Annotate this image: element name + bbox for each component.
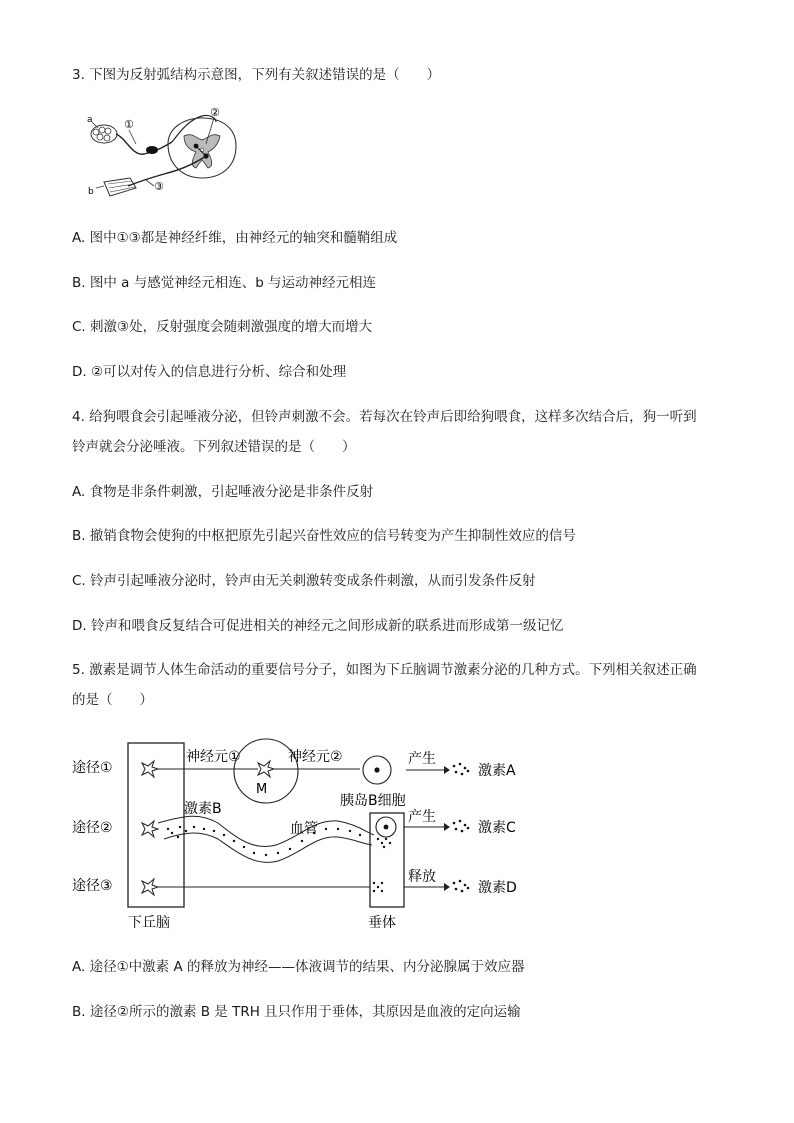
- q3-option-c: C. 刺激③处，反射强度会随刺激强度的增大而增大: [72, 319, 373, 335]
- m-label: M: [256, 782, 268, 797]
- path1-label: 途径①: [72, 760, 113, 776]
- q4-stem-line1: 4. 给狗喂食会引起唾液分泌，但铃声刺激不会。若每次在铃声后即给狗喂食，这样多次结合后，狗一听到: [72, 409, 697, 425]
- hypothalamus-box: [128, 743, 184, 907]
- label-b: b: [88, 187, 94, 197]
- q5-option-a: A. 途径①中激素 A 的释放为神经——体液调节的结果、内分泌腺属于效应器: [72, 959, 525, 975]
- vessel-label: 血管: [290, 821, 318, 837]
- ganglion: [146, 146, 158, 154]
- q5-stem-line2: 的是（ ）: [72, 692, 153, 708]
- path2-label: 途径②: [72, 820, 113, 836]
- effector-b: [96, 178, 136, 196]
- blood-vessel: [158, 816, 374, 846]
- hormone-d-label: 激素D: [478, 880, 517, 896]
- produce1-label: 产生: [408, 751, 436, 767]
- q5-option-b: B. 途径②所示的激素 B 是 TRH 且只作用于垂体，其原因是血液的定向运输: [72, 1004, 521, 1020]
- q5-stem-line1: 5. 激素是调节人体生命活动的重要信号分子，如图为下丘脑调节激素分泌的几种方式。下列相关叙述正确: [72, 662, 697, 678]
- release-label: 释放: [408, 869, 436, 885]
- hormone-b-label: 激素B: [184, 801, 222, 817]
- q3-option-b: B. 图中 a 与感觉神经元相连、b 与运动神经元相连: [72, 275, 377, 291]
- hypothalamus-label: 下丘脑: [128, 915, 170, 931]
- neuron2-label: 神经元②: [288, 749, 343, 765]
- neuron-body-3: [142, 879, 158, 895]
- hormone-a-label: 激素A: [478, 763, 516, 779]
- hormone-a-dots: [453, 763, 470, 776]
- label-1: ①: [124, 118, 134, 131]
- hormone-pathway-figure: [68, 735, 538, 935]
- label-a: a: [87, 115, 93, 125]
- hormone-c-dots: [453, 820, 470, 833]
- produce2-label: 产生: [408, 809, 436, 825]
- receptor-a: [91, 122, 117, 143]
- reflex-arc-figure: [84, 104, 254, 208]
- neuron-body-2: [142, 821, 158, 837]
- neuron1-label: 神经元①: [186, 749, 241, 765]
- q3-option-d: D. ②可以对传入的信息进行分析、综合和处理: [72, 364, 347, 380]
- hormone-pathway-svg: [68, 735, 538, 935]
- q4-stem-line2: 铃声就会分泌唾液。下列叙述错误的是（ ）: [72, 439, 356, 455]
- q4-option-c: C. 铃声引起唾液分泌时，铃声由无关刺激转变成条件刺激，从而引发条件反射: [72, 573, 536, 589]
- q3-option-a: A. 图中①③都是神经纤维，由神经元的轴突和髓鞘组成: [72, 230, 398, 246]
- afferent-fiber: [116, 134, 172, 154]
- q4-option-a: A. 食物是非条件刺激，引起唾液分泌是非条件反射: [72, 484, 374, 500]
- q3-stem: 3. 下图为反射弧结构示意图，下列有关叙述错误的是（ ）: [72, 67, 441, 83]
- label-2: ②: [210, 106, 220, 119]
- neuron-body-1: [142, 761, 158, 777]
- pituitary-label: 垂体: [368, 915, 396, 931]
- neuron-body-m: [258, 761, 274, 777]
- blood-vessel-dots: [167, 826, 361, 856]
- reflex-arc-svg: [84, 104, 254, 208]
- islet-label: 胰岛B细胞: [340, 793, 406, 809]
- label-3: ③: [154, 180, 164, 193]
- path3-label: 途径③: [72, 878, 113, 894]
- hormone-d-dots: [453, 880, 470, 893]
- q4-option-b: B. 撤销食物会使狗的中枢把原先引起兴奋性效应的信号转变为产生抑制性效应的信号: [72, 528, 576, 544]
- q4-option-d: D. 铃声和喂食反复结合可促进相关的神经元之间形成新的联系进而形成第一级记忆: [72, 618, 564, 634]
- hormone-c-label: 激素C: [478, 820, 516, 836]
